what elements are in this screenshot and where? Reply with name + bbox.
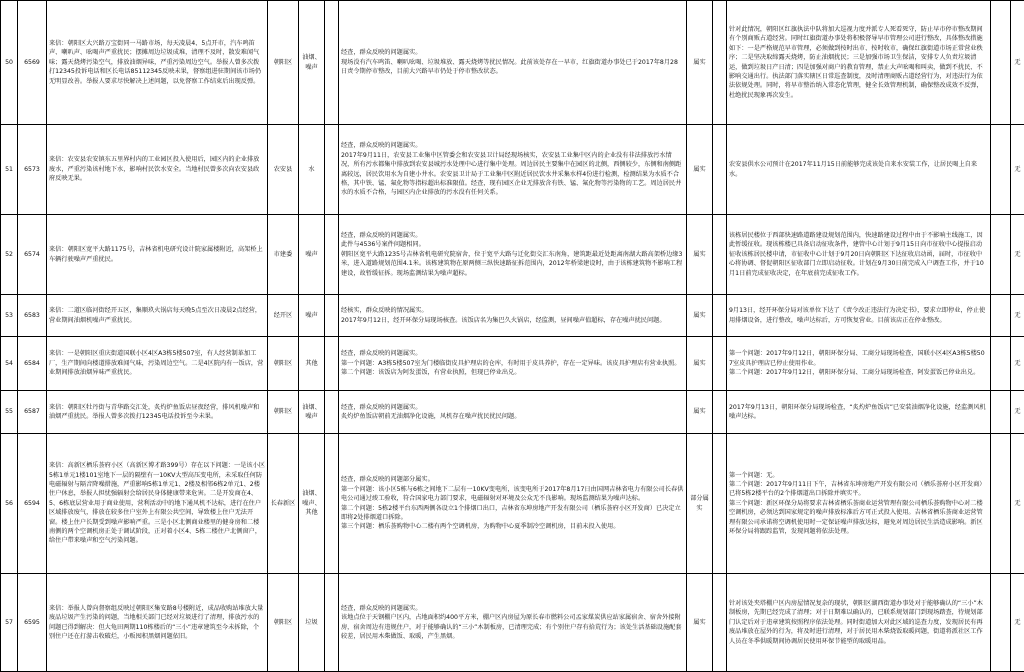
accountability-text: 无: [1013, 359, 1022, 368]
verification-cell: [339, 125, 687, 215]
row-number-text: 54: [3, 359, 15, 368]
spacer-cell: [713, 125, 727, 215]
pollution-type-cell: [299, 434, 325, 574]
handling-cell: [727, 391, 991, 434]
case-id-text: 6573: [20, 165, 44, 174]
spacer-cell: [325, 434, 339, 574]
pollution-type-cell: [299, 215, 325, 295]
case-id-cell: [18, 215, 47, 295]
spacer-cell: [325, 215, 339, 295]
truth-text: 属实: [689, 359, 710, 368]
truth-text: 属实: [689, 311, 710, 320]
case-id-text: 6574: [20, 250, 44, 259]
spacer-cell: [991, 391, 1011, 434]
verification-text: 经查，群众反映的问题属实。 现场没有汽车鸣笛、喇叭吆喝、垃圾堆放、露天烧烤等扰民情况。此前该处存在一早市，红旗街道办事处已于2017年8月28日责令期停市整改，目前大兴路早市仍处于停市整改状态。: [341, 48, 684, 76]
pollution-type-cell: [299, 295, 325, 337]
handling-text: 该栋居民楼位于西部快速路道路建设规划范围内，快速路建设过程中由于不影响主线施工，因此暂缓征收。现该栋楼已具备启动征收条件，建管中心计划于9月15日向市征收中心提报启动征收该栋居民楼申请，市征收中心计划于9月20日向朝阳区下达征收启动函，届时，市征收中心将协调、督促朝阳区征收部门立即启动征收。计划在9月30日前完成入户调查工作，并于10月1日前完成征收决定，在年底前完成征收工作。: [729, 231, 988, 278]
accountability-text: 无: [1013, 499, 1022, 508]
case-id-text: 6594: [20, 499, 44, 508]
table-row: [1, 1, 1024, 125]
district-cell: [268, 337, 299, 391]
table-body: [1, 1, 1024, 672]
spacer-cell: [713, 337, 727, 391]
accountability-text: 无: [1013, 311, 1022, 320]
complaint-cell: [47, 391, 268, 434]
spacer-cell: [991, 295, 1011, 337]
handling-cell: [727, 1, 991, 125]
complaint-text: 来信：一是朝阳区重庆街道国联小区4区A3栋5楼507室，有人经营制革加工厂，生产期间向楼道排放难闻气味，污染周边空气。二是4区院内有一饭店，营业期间排放油烟异味严重扰民。: [49, 349, 265, 377]
truth-text: 属实: [689, 250, 710, 259]
spacer-cell: [713, 215, 727, 295]
accountability-cell: [1011, 125, 1024, 215]
accountability-text: 无: [1013, 407, 1022, 416]
truth-text: 属实: [689, 165, 710, 174]
row-number-text: 56: [3, 499, 15, 508]
table-row: [1, 215, 1024, 295]
district-cell: [268, 391, 299, 434]
truth-cell: [687, 574, 713, 672]
spacer-cell: [325, 574, 339, 672]
case-id-text: 6569: [20, 58, 44, 67]
verification-text: 经查，群众反映的问题属实。 此件与4536号案件问题相同。 朝阳区宽平大路1235号吉林省机电研究院宿舍，位于宽平大路与迁化街交汇东南角，建筑距最近处距离南湖大路高架桥边缘3米，进入道路规划范围4.1米。该栋建筑物在原两侧三纵快速路征拆范围内，2012年桥梁建设时，由于该栋建筑物不影响工程建设，故暂缓征拆。现场监测结果为噪声超标。: [341, 231, 684, 278]
truth-cell: [687, 125, 713, 215]
case-id-cell: [18, 125, 47, 215]
spacer-cell: [713, 574, 727, 672]
district-text: 朝阳区: [270, 407, 296, 416]
district-cell: [268, 574, 299, 672]
spacer-cell: [325, 125, 339, 215]
spacer-cell: [713, 391, 727, 434]
verification-text: 经查，群众反映的问题属实。 2017年9月11日，农安县工业集中区管委会和农安县卫计局经现场核实，农安县工业集中区内的企业没有非法排放污水情况，所有污水都集中排放到农安县城污水处理中心进行集中处理。周边居民主要集中在园区的北侧，西侧较少，东侧和南侧距离较远，居民饮用水为自建小井水。农安县卫计局于工业集中区附近居民饮水井采集水样4份进行检测，检测结果为水质不合格，其中铁、锰、氟化物等指标超出标准限值。经查，现有园区企业无排放含有铁、锰、氟化物等污染物的工艺。周边居民井水的水质不合格，与园区内企业排放的污水没有任何关系。: [341, 141, 684, 197]
row-number-cell: [1, 295, 18, 337]
complaint-cell: [47, 295, 268, 337]
pollution-type-text: 噪声: [301, 311, 322, 320]
district-text: 农安县: [270, 165, 296, 174]
verification-text: 经查，群众反映的问题部分属实。 第一个问题：该小区5栋与6栋之间地下二层有一10KV变电所，该变电所于2017年8月17日由国网吉林省电力有限公司长春供电公司通过竣工验收，符合国家电力部门要求，电磁辐射对环境及公众无不良影响。现场监测结果为噪声达标。 第二个问题：5栋2楼平台东西两侧各设立1个排烟口出口，吉林省东坤房地产开发有限公司（栖乐荟府小区开发商）已决定立即将2处排烟道口拆除。 第三个问题：栖乐荟购物中心二楼有两个空调机房，为购物中心夏季制冷空调机房，目前未投入使用。: [341, 475, 684, 531]
handling-text: 第一个问题：无。 第二个问题：2017年9月11日下午，吉林省东坤房地产开发有限公司（栖乐荟府小区开发商）已将5栋2楼平台的2个排烟道出口拆除并填实平。 第三个问题：新区环保分局将要求吉林省栖乐荟商业运营管理有限公司栖乐荟购物中心对二楼空调机房，必须达到国家规定的噪声排放标准后方可正式投入使用。吉林省栖乐荟商业运营管理有限公司承诺将空调机使用时一定保证噪声排放达标，避免对周边居民生活造成影响。新区环保分局将跟踪监管，发现问题将依法处理。: [729, 471, 988, 537]
handling-text: 针对该处夹塔棚户区内房屋情况复杂的现状，朝阳区湖西街道办事处对于能够确认的“三小”木制板房，先期已经完成了清理；对于日期难以确认的，已联系规划部门到现场踏查，待规划部门认定后对于违章建筑按照程序依法处理。同时街道加大对此区域的巡查力度，发现居民有再废品堆放在屋外的行为，将及时进行清理，对于居民用木柴烧饭取暖问题，街道将派社区工作人员在冬季供暖期间协调居民使用环保节能型的取暖用品。: [729, 599, 988, 646]
case-id-text: 6584: [20, 359, 44, 368]
accountability-cell: [1011, 1, 1024, 125]
verification-text: 经查，群众反映的问题属实。 第一个问题：A3栋5楼507室为门楼临街皮具护理店的仓库，有时用于皮具养护，存在一定异味。该皮具护理店有营业执照。 第二个问题：该饭店为阿发蛋饭，有营业执照，但现已停业出兑。: [341, 349, 684, 377]
pollution-type-text: 油烟、噪声: [301, 403, 322, 422]
row-number-text: 53: [3, 311, 15, 320]
handling-cell: [727, 295, 991, 337]
handling-cell: [727, 574, 991, 672]
row-number-cell: [1, 337, 18, 391]
pollution-type-cell: [299, 574, 325, 672]
pollution-type-text: 油烟、噪声、其他: [301, 489, 322, 517]
district-text: 长春新区: [270, 499, 296, 508]
accountability-cell: [1011, 434, 1024, 574]
case-id-text: 6587: [20, 407, 44, 416]
case-id-cell: [18, 434, 47, 574]
complaint-cell: [47, 125, 268, 215]
table-row: [1, 391, 1024, 434]
district-text: 朝阳区: [270, 618, 296, 627]
handling-text: 农安县供水公司预计在2017年11月15日前能够完成该处自来水安装工作，让居民喝上自来水。: [729, 160, 988, 179]
pollution-type-cell: [299, 125, 325, 215]
pollution-type-text: 其他: [301, 359, 322, 368]
handling-text: 第一个问题：2017年9月12日，朝阳环保分局、工商分局现场检查，国联小区4区A3栋5楼507室皮具护理店已停止使用作业。 第二个问题：2017年9月12日，朝阳环保分局、工商分局现场检查，阿发蛋饭已停业出兑。: [729, 349, 988, 377]
complaint-text: 来信：朝阳区大兴路万宝街同一马路市场，每天凌晨4、5点开市，汽车鸣笛声、喇叭声、吆喝声严重扰民；摆摊周边垃圾成堆，清理不及时，散发难闻气味；露天烧烤污染空气，排放油烟异味，严重污染周边空气。举报人曾多次拨打12345投诉电话和区长电话85112345反映未果，督察组进驻期间该市场仍无明显改善。举报人要求尽快解决上述问题，以免督察工作结束后出现反弹。: [49, 39, 265, 86]
complaint-cell: [47, 434, 268, 574]
spacer-cell: [713, 295, 727, 337]
row-number-cell: [1, 125, 18, 215]
handling-cell: [727, 125, 991, 215]
complaint-text: 来信：朝阳区宽平大路1175号，吉林省机电研究设计院家属楼附近，高架桥上车辆行驶噪声严重扰民。: [49, 245, 265, 264]
pollution-type-cell: [299, 337, 325, 391]
spacer-cell: [991, 434, 1011, 574]
accountability-cell: [1011, 391, 1024, 434]
row-number-text: 57: [3, 618, 15, 627]
truth-cell: [687, 1, 713, 125]
verification-cell: [339, 1, 687, 125]
truth-cell: [687, 391, 713, 434]
pollution-type-cell: [299, 391, 325, 434]
district-cell: [268, 1, 299, 125]
pollution-type-text: 油烟、噪声: [301, 53, 322, 72]
accountability-text: 无: [1013, 618, 1022, 627]
handling-text: 2017年9月13日，朝阳环保分局现场检查，“炙灼炉鱼饭店”已安装油烟净化设施，经监测风机噪声达标。: [729, 403, 988, 422]
complaint-text: 来信：高新区栖乐荟府小区（高新区博才路399号）存在以下问题：一是该小区5栋1单元1楼101室地下一层的隔壁有一10KV大型高压变电所，未采取任何防电磁辐射与隔音降噪措施，严重影响5栋1单元1、2楼及相邻6栋2单元1、2楼住户休息，举报人担忧强辐射会给居民身体健康带来危害。二是开发商在4、5、6栋底层营业用于商业使用，营利活动中的地下通风机不达标，进行在住户区域排放废气，排放在较多住户室外上有限公共空间，导致楼上住户无法开窗。楼上住户长期受到噪声影响严重。三是小区北侧商业楼里的健身房和二楼南侧的两个空调机房正处于调试阶段，正对着小区4、5栋二楼住户北侧窗户，给住户带来噪声和空气污染问题。: [49, 461, 265, 546]
case-id-text: 6595: [20, 618, 44, 627]
spacer-cell: [713, 1, 727, 125]
table-row: [1, 295, 1024, 337]
verification-cell: [339, 574, 687, 672]
complaint-cell: [47, 574, 268, 672]
district-cell: [268, 434, 299, 574]
spacer-cell: [713, 434, 727, 574]
complaint-text: 来信：二道区临河街经开五区，集顺玖火锅店每天晚5点至次日凌晨2点经营，营业期间油烟机噪声严重扰民。: [49, 306, 265, 325]
row-number-cell: [1, 574, 18, 672]
accountability-text: 无: [1013, 250, 1022, 259]
verification-cell: [339, 337, 687, 391]
spacer-cell: [325, 391, 339, 434]
spacer-cell: [991, 337, 1011, 391]
accountability-cell: [1011, 295, 1024, 337]
pollution-type-text: 水: [301, 165, 322, 174]
verification-cell: [339, 391, 687, 434]
row-number-text: 55: [3, 407, 15, 416]
complaint-cell: [47, 1, 268, 125]
pollution-type-text: 垃圾: [301, 618, 322, 627]
row-number-text: 52: [3, 250, 15, 259]
spacer-cell: [325, 1, 339, 125]
complaint-text: 来信：朝阳区牡丹街与青华路交汇处，炙灼炉鱼饭店昼夜经营，排风机噪声和油烟严重扰民。举报人曾多次拨打12345电话投诉至今未果。: [49, 403, 265, 422]
truth-cell: [687, 215, 713, 295]
case-id-cell: [18, 295, 47, 337]
truth-text: 属实: [689, 58, 710, 67]
truth-text: 属实: [689, 618, 710, 627]
truth-text: 属实: [689, 407, 710, 416]
case-id-cell: [18, 574, 47, 672]
truth-text: 部分属实: [689, 494, 710, 513]
complaint-cell: [47, 337, 268, 391]
spacer-cell: [991, 215, 1011, 295]
district-text: 朝阳区: [270, 58, 296, 67]
complaint-text: 来信：举报人曾向督察组反映过朝阳区集安路8号楼附近，成品收购站堆放大量废品垃圾产生污染的问题，当地相关部门已经对垃圾进行了清理，排放污水的问题已得到解决：但大龟田两期110栋楼后的“三小”违章建筑至今未拆除，个别住户还在打游击收破烂，小贩囤积黑烟问题依旧。: [49, 604, 265, 642]
case-id-cell: [18, 391, 47, 434]
case-id-cell: [18, 337, 47, 391]
row-number-cell: [1, 215, 18, 295]
pollution-type-text: 噪声: [301, 250, 322, 259]
district-cell: [268, 215, 299, 295]
verification-cell: [339, 295, 687, 337]
truth-cell: [687, 295, 713, 337]
row-number-cell: [1, 1, 18, 125]
accountability-cell: [1011, 574, 1024, 672]
verification-text: 经查，群众反映的问题属实。 炙灼炉鱼饭店朝前无油烟净化设施，风机存在噪声扰民扰民问题。: [341, 403, 684, 422]
truth-cell: [687, 434, 713, 574]
district-text: 市建委: [270, 250, 296, 259]
row-number-text: 51: [3, 165, 15, 174]
truth-cell: [687, 337, 713, 391]
case-id-cell: [18, 1, 47, 125]
row-number-cell: [1, 434, 18, 574]
accountability-text: 无: [1013, 58, 1022, 67]
accountability-cell: [1011, 337, 1024, 391]
spacer-cell: [325, 337, 339, 391]
handling-text: 针对此情况，朝阳区红旗执法中队将加大巡视力度并派专人死看死守，防止早市停市整改期间有个别商贩占道经营。同时红旗街道办事处将积极督导早市管理公司进行整改，具体整改措施如下：一是严格规范早市管理，必须做到按时出市、按时收市，确保红旗街道市场正常营业秩序；二是坚决取缔露天烧烤，防止油烟扰民；三是加强市场卫生保洁，安排专人负责垃圾清运，做到垃圾日产日清；四是加强对商户的教育管理，禁止大声吆喝和叫卖，做到不扰民、不影响交通出行。执法部门落实辖区日常巡查制度，及时清理商贩占道经营行为，对违法行为依法依规处理。同时，将早市整治纳入常态化管理，健全长效管理机制，确保整改成效不反弹，杜绝扰民现象再次发生。: [729, 25, 988, 100]
district-cell: [268, 125, 299, 215]
verification-text: 经查，群众反映的问题属实。 该地点位于天钢棚户区内，占地面积约400平方米，棚户区内房屋为原长春市燃料公司孟家煤炭供应站家属宿舍、宿舍外接附房，宿舍周边有违规住户，对于能够确认的“三小”木制板房，已清理完成；有个别住户存有拾荒行为；该处生活基础设施配套较差，居民用木柴做饭、取暖，产生黑烟。: [341, 604, 684, 642]
handling-cell: [727, 215, 991, 295]
table-row: [1, 337, 1024, 391]
complaint-cell: [47, 215, 268, 295]
spacer-cell: [991, 125, 1011, 215]
row-number-text: 50: [3, 58, 15, 67]
table-row: [1, 125, 1024, 215]
district-cell: [268, 295, 299, 337]
spacer-cell: [991, 574, 1011, 672]
spacer-cell: [991, 1, 1011, 125]
complaint-text: 来信：农安县农安镇东五里界村内的工业园区投入使用后，园区内的企业排放废水，严重污染该村地下水，影响村民饮水安全。当地村民曾多次向农安县政府反映无果。: [49, 155, 265, 183]
pollution-type-cell: [299, 1, 325, 125]
verification-cell: [339, 215, 687, 295]
handling-cell: [727, 337, 991, 391]
verification-cell: [339, 434, 687, 574]
case-id-text: 6583: [20, 311, 44, 320]
district-text: 经开区: [270, 311, 296, 320]
table-row: [1, 434, 1024, 574]
verification-text: 经核实，群众反映的情况属实。 2017年9月12日，经开环保分局现场核查。该饭店名为集巴久火锅店，经监测，昼间噪声值超标，存在噪声扰民问题。: [341, 306, 684, 325]
accountability-text: 无: [1013, 165, 1022, 174]
district-text: 朝阳区: [270, 359, 296, 368]
row-number-cell: [1, 391, 18, 434]
handling-text: 9月13日，经开环保分局对该单位下达了《责令改正违法行为决定书》，要求立即停业，停止使用排烟设备，进行整改，噪声达标后，方可恢复营业。目前该店正在停业整改。: [729, 306, 988, 325]
spacer-cell: [325, 295, 339, 337]
accountability-cell: [1011, 215, 1024, 295]
table-row: [1, 574, 1024, 672]
handling-cell: [727, 434, 991, 574]
